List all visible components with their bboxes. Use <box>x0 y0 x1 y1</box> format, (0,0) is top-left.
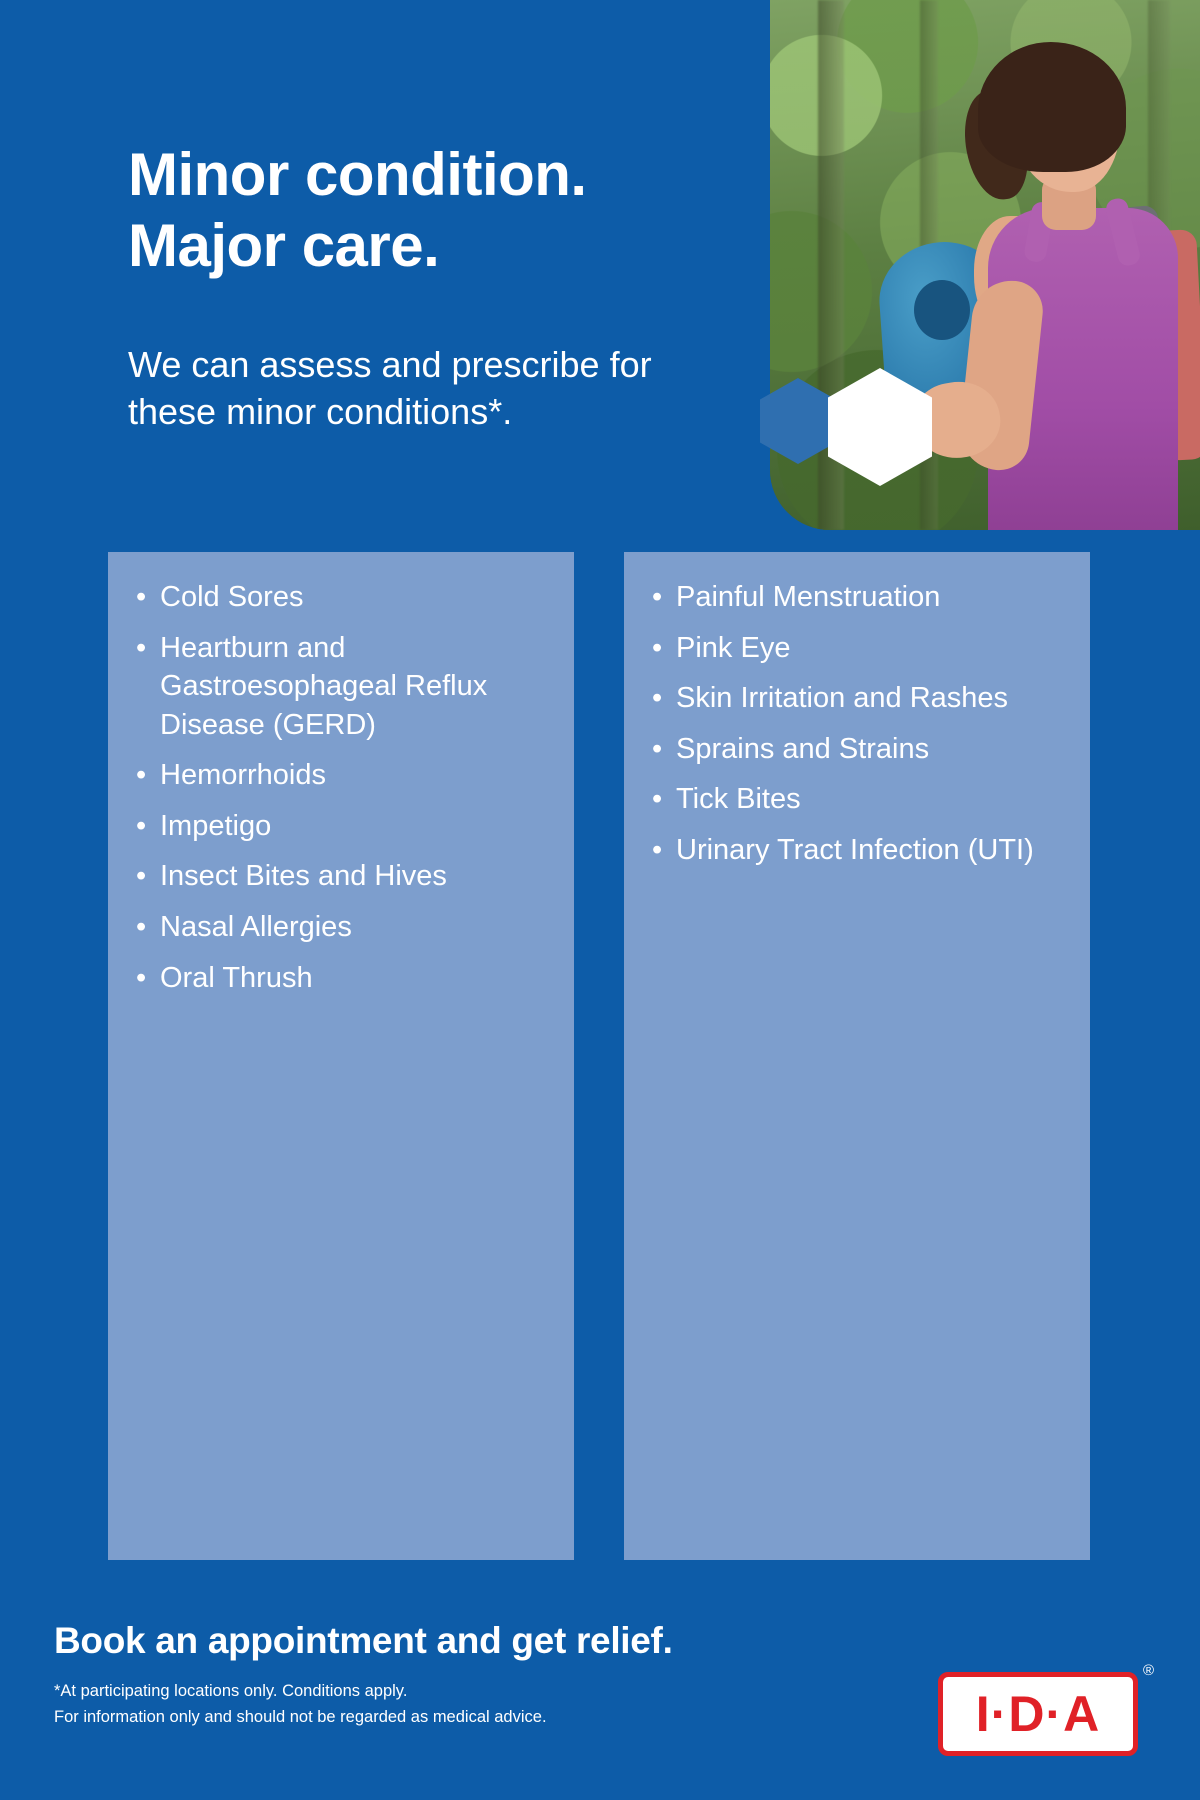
list-item: • Impetigo <box>130 807 552 846</box>
list-item: • Tick Bites <box>646 780 1068 819</box>
conditions-column-left <box>108 552 574 1560</box>
headline-line-2: Major care. <box>128 211 440 279</box>
conditions-column-right <box>624 552 1090 1560</box>
headline-line-1: Minor condition. <box>128 141 587 208</box>
list-item: • Nasal Allergies <box>130 908 552 947</box>
ida-logo <box>938 1672 1138 1756</box>
ida-logo-text: I·D·A <box>975 1686 1101 1742</box>
list-item: • Heartburn and Gastroesophageal Reflux Disease (GERD) <box>130 629 552 745</box>
subheading: We can assess and prescribe for these minor conditions*. <box>128 344 652 432</box>
conditions-list-left <box>130 578 552 997</box>
list-item: • Pink Eye <box>646 629 1068 668</box>
list-item: • Cold Sores <box>130 578 552 617</box>
list-item: • Hemorrhoids <box>130 756 552 795</box>
list-item: • Skin Irritation and Rashes <box>646 679 1068 718</box>
disclaimer-line-1: *At participating locations only. Conditions apply. <box>54 1682 408 1700</box>
list-item: • Urinary Tract Infection (UTI) <box>646 831 1068 870</box>
disclaimer-line-2: For information only and should not be regarded as medical advice. <box>54 1708 547 1727</box>
page-title <box>128 140 587 282</box>
disclaimer <box>54 1678 547 1731</box>
list-item: • Sprains and Strains <box>646 730 1068 769</box>
list-item: • Painful Menstruation <box>646 578 1068 617</box>
conditions-list-right <box>646 578 1068 869</box>
hair <box>978 42 1126 172</box>
call-to-action-text: Book an appointment and get relief. <box>54 1620 673 1661</box>
list-item: • Insect Bites and Hives <box>130 857 552 896</box>
registered-trademark-symbol: ® <box>1142 1662 1154 1679</box>
conditions-columns <box>108 552 1090 1560</box>
yoga-mat-core <box>914 280 970 340</box>
list-item: • Oral Thrush <box>130 959 552 998</box>
